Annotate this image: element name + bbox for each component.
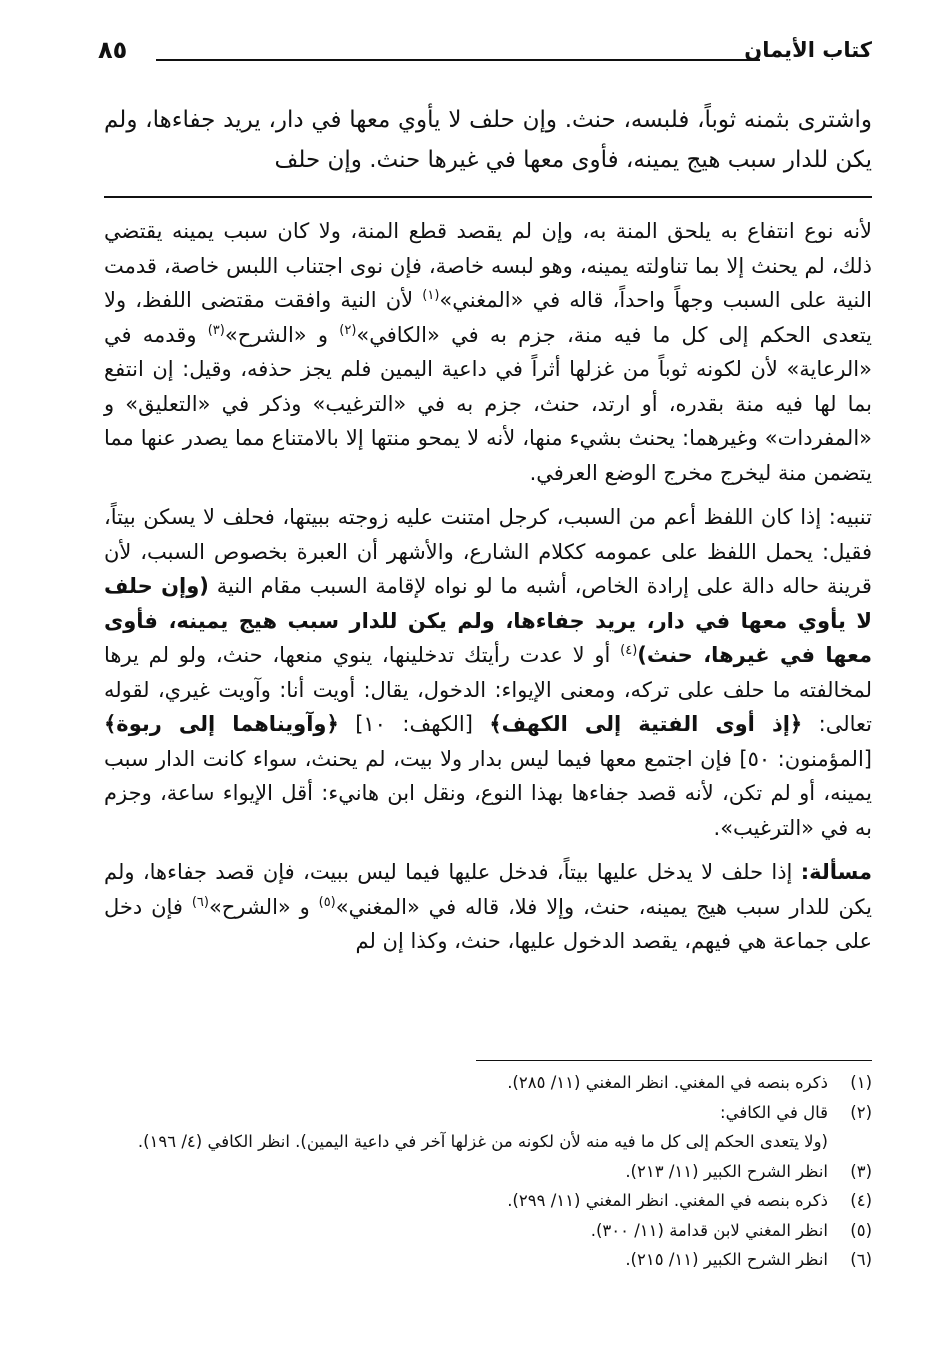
commentary <box>104 214 872 959</box>
footnote-text: ذكره بنصه في المغني. انظر المغني (١١/ ٢٩٩). <box>507 1191 828 1210</box>
footnote-ref-3: (٣) <box>207 322 225 338</box>
footnote <box>104 1245 872 1275</box>
footnotes <box>104 1068 872 1275</box>
quran-verse: ﴿وآويناهما إلى ربوة﴾ <box>104 712 339 736</box>
footnote-divider <box>476 1060 872 1061</box>
commentary-text: تنبيه: إذا كان اللفظ أعم من السبب، كرجل امتنت عليه زوجته ببيتها، فحلف لا يسكن بيتاً، فقيل: يحمل اللفظ على عمومه ككلام الشارع، والأشهر أن العبرة بخصوص السبب، لأن قرينة حاله دالة على إرادة الخاص، أشبه ما لو نواه لإقامة السبب مقام النية <box>104 505 872 598</box>
footnote-text: انظر المغني لابن قدامة (١١/ ٣٠٠). <box>590 1220 828 1240</box>
commentary-text: [الكهف: ١٠] <box>338 712 490 736</box>
footnote-number: (٣) <box>850 1161 872 1181</box>
commentary-text: لأنه نوع انتفاع به يلحق المنة به، وإن لم يقصد قطع المنة، ولا كان سبب يمينه يقتضي ذلك، لم يحنث إلا بما تناولته يمينه، وهو لبسه خاصة، فإن نوى اجتناب اللبس خاصة، قدمت النية على السبب وجهاً واحداً، قاله في «المغني» <box>104 219 873 312</box>
main-text-divider <box>104 196 872 198</box>
footnote-number: (٢) <box>850 1102 872 1122</box>
footnote-number: (١) <box>850 1073 872 1092</box>
footnote-number: (٥) <box>850 1220 872 1240</box>
footnote <box>104 1216 872 1246</box>
running-header <box>98 38 872 70</box>
quoted-main-text: (وإن حلف لا يأوي معها في دار، يريد جفاءها، ولم يكن للدار سبب هيج يمينه، فأوى معها في غيرها، حنث) <box>104 574 872 667</box>
footnote <box>104 1186 872 1216</box>
book-title: كتاب الأيمان <box>744 38 872 62</box>
commentary-paragraph-1 <box>104 214 872 490</box>
footnote <box>104 1098 872 1128</box>
footnote-quote: (ولا يتعدى الحكم إلى كل ما فيه منه لأن لكونه من غزلها آخر في داعية اليمين). انظر الكافي (٤/ ١٩٦). <box>137 1132 828 1151</box>
commentary-text: لأن النية وافقت مقتضى اللفظ، ولا يتعدى الحكم إلى كل ما فيه منة، جزم به في «الكافي» <box>104 288 872 347</box>
main-text-paragraph: واشترى بثمنه ثوباً، فلبسه، حنث. وإن حلف لا يأوي معها في دار، يريد جفاءها، ولم يكن للدار سبب هيج يمينه، فأوى معها في غيرها حنث. وإن حلف <box>104 107 872 173</box>
footnote <box>104 1068 872 1098</box>
header-rule <box>156 59 760 61</box>
footnote <box>104 1157 872 1187</box>
page-number: ٨٥ <box>98 36 128 64</box>
main-text <box>104 100 872 180</box>
footnote-text: قال في الكافي: <box>720 1102 828 1122</box>
commentary-text: [المؤمنون: ٥٠] فإن اجتمع معها فيما ليس بدار ولا بيت، لم يحنث، سواء كانت الدار سبب يمينه، أو لم تكن، لأنه قصد جفاءها بهذا النوع، ونقل ابن هانيء: أقل الإيواء ساعة، وجزم به في «الترغيب». <box>104 746 872 840</box>
commentary-text: و «الشرح» <box>208 894 319 919</box>
commentary-text: إذا حلف لا يدخل عليها بيتاً، فدخل عليها فيما ليس ببيت، فإن قصد جفاءها، ولم يكن للدار سبب هيج يمينه، حنث، وإلا فلا، قاله في «المغني» <box>104 860 872 919</box>
commentary-text: أو لا عدت رأيتك تدخلينها، ينوي منعها، حنث، ولو لم يرها لمخالفته ما حلف على تركه، ومعنى الإيواء: الدخول، يقال: أويت أنا: وآويت غيري، لقوله تعالى: <box>104 643 872 736</box>
commentary-paragraph-2 <box>104 500 872 845</box>
footnote-ref-1: (١) <box>422 288 440 303</box>
quran-verse: ﴿إذ أوى الفتية إلى الكهف﴾ <box>489 712 803 736</box>
footnote-ref-6: (٦) <box>191 894 209 910</box>
footnote-number: (٤) <box>850 1191 872 1210</box>
commentary-text: وقدمه في «الرعاية» لأن لكونه ثوباً من غزلها أثراً في داعية اليمين فلم يجز حذفه، وقيل: إن انتفع بما لها فيه منة بقدره، أو ارتد، حنث، جزم به في «الترغيب» وذكر في «التعليق» و «المفردات» وغيرهما: يحنث بشيء منها، لأنه لا يمحو منتها إلا بالامتناع مما يصدر عنها مما يتضمن منة ليخرج مخرج الوضع العرفي. <box>104 322 872 485</box>
issue-label: مسألة: <box>800 860 872 884</box>
footnote-ref-4: (٤) <box>620 643 638 658</box>
commentary-text: فإن دخل على جماعة هي فيهم، يقصد الدخول عليها، حنث، وكذا إن لم <box>104 894 872 953</box>
commentary-paragraph-3 <box>104 855 872 959</box>
footnote-ref-5: (٥) <box>318 894 336 910</box>
footnote-text: ذكره بنصه في المغني. انظر المغني (١١/ ٢٨٥). <box>507 1073 828 1092</box>
footnote-text: انظر الشرح الكبير (١١/ ٢١٥). <box>625 1250 828 1269</box>
footnote-number: (٦) <box>850 1250 872 1269</box>
commentary-text: و «الشرح» <box>224 322 340 347</box>
footnote-ref-2: (٢) <box>339 322 357 338</box>
footnote-text: انظر الشرح الكبير (١١/ ٢١٣). <box>625 1161 828 1181</box>
